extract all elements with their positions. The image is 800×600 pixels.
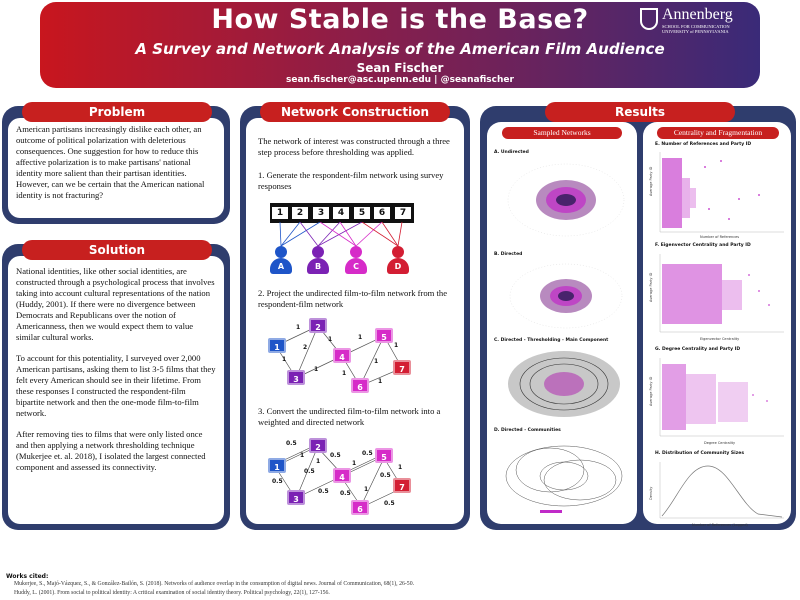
weight-label: 1: [378, 378, 383, 385]
network-step-3: 3. Convert the undirected film-to-film network into a weighted and directed network: [258, 406, 441, 427]
weight-label: 1: [314, 366, 319, 373]
film-cell-2: 2: [292, 207, 308, 219]
film-cell-4: 4: [333, 207, 349, 219]
fig-a-label: A. Undirected: [494, 150, 529, 155]
weight-label: 1: [394, 342, 399, 349]
film-cell-7: 7: [395, 207, 411, 219]
author-contact: sean.fischer@asc.upenn.edu | @seanafischer: [286, 75, 514, 85]
bipartite-edges: [270, 222, 420, 248]
dir-weight-label: 0.5: [362, 450, 373, 457]
respondent-a-label: A: [270, 258, 292, 274]
poster-subtitle: A Survey and Network Analysis of the American Film Audience: [135, 40, 665, 58]
fig-e-references-scatter: [648, 148, 788, 240]
network-step-1: 1. Generate the respondent-film network using survey responses: [258, 170, 444, 191]
dir-weight-label: 0.5: [330, 452, 341, 459]
respondent-b-head: [312, 246, 324, 258]
dir-weight-label: 0.5: [304, 468, 315, 475]
dir-film-node-3: 3: [287, 490, 305, 505]
respondent-d-label: D: [387, 258, 409, 274]
film-cell-3: 3: [313, 207, 329, 219]
respondent-b: [307, 246, 329, 274]
film-node-5: 5: [375, 328, 393, 343]
problem-heading: Problem: [22, 102, 212, 122]
film-node-3: 3: [287, 370, 305, 385]
annenberg-logo: [640, 6, 750, 38]
reference-2: Huddy, L. (2001). From social to political identity: A critical examination of social identity theory. Political psychology, 22(1), 127-156.: [14, 590, 330, 596]
dir-film-node-4: 4: [333, 468, 351, 483]
fig-e-label: E. Number of References and Party ID: [655, 142, 752, 147]
solution-paragraph-1: National identities, like other social identities, are constructed through a psychological process that involves taking into account cultural representations of the nation (Huddy, 2001). If there were no divergence between Democrats and Republicans over the notion of Americanness, then we would expect them to value similar cultural works.: [16, 266, 215, 342]
solution-paragraph-2: To account for this potentiality, I surveyed over 2,000 American partisans, asking them to list 3-5 films that they felt every American should see in their lifetime. From these responses I constructed the respondent-film bipartite network and then the one-mode film-to-film network.: [16, 353, 216, 418]
dir-weight-label: 1: [352, 460, 357, 467]
fig-c-threshold-network: [500, 346, 630, 422]
logo-subtitle: [662, 24, 750, 34]
dir-film-node-1: 1: [268, 458, 286, 473]
weight-label: 1: [374, 358, 379, 365]
dir-weight-label: 1: [316, 458, 321, 465]
network-step-2: 2. Project the undirected film-to-film network from the respondent-film network: [258, 288, 448, 309]
author-name: Sean Fischer: [356, 61, 444, 75]
dir-weight-label: 0.5: [318, 488, 329, 495]
respondent-b-label: B: [307, 258, 329, 274]
fig-d-communities-network: [500, 436, 630, 516]
fig-h-x-label: Number of References (Logged): [692, 523, 748, 527]
problem-text: American partisans increasingly dislike each other, an outcome of political polarization with deleterious consequences. One suggestion for how to reduce this affective polarization is to make partisans' national identity more salient than their partisan identities. However, can we be certain that the American national identity is not fracturing?: [16, 124, 205, 200]
fig-b-label: B. Directed: [494, 252, 523, 257]
film-strip: [270, 203, 414, 223]
film-node-7: 7: [393, 360, 411, 375]
film-cell-5: 5: [354, 207, 370, 219]
works-cited-heading: Works cited:: [6, 573, 49, 580]
fig-a-undirected-network: [500, 156, 630, 238]
weight-label: 1: [328, 336, 333, 343]
logo-name: Annenberg: [662, 6, 733, 23]
dir-weight-label: 1: [364, 486, 369, 493]
logo-sub-school: SCHOOL FOR COMMUNICATION: [662, 24, 730, 29]
dir-film-node-7: 7: [393, 478, 411, 493]
weight-label: 1: [358, 334, 363, 341]
respondent-a: [270, 246, 292, 274]
penn-shield-icon: [640, 8, 658, 30]
fig-d-label: D. Directed - Communities: [494, 428, 561, 433]
respondent-c-head: [350, 246, 362, 258]
fig-f-y-label: Average Party ID: [649, 272, 653, 302]
fig-e-x-label: Number of References: [700, 235, 740, 239]
reference-1: Mukerjee, S., Majó-Vázquez, S., & González-Bailón, S. (2018). Networks of audience overlap in the consumption of digital news. Journal of Communication, 68(1), 26-50.: [14, 581, 415, 587]
network-intro: The network of interest was constructed through a three step process before thresholding was applied.: [258, 136, 450, 157]
dir-weight-label: 0.5: [272, 478, 283, 485]
dir-film-node-5: 5: [375, 448, 393, 463]
solution-text: [16, 266, 216, 483]
weight-label: 1: [282, 356, 287, 363]
solution-paragraph-3: After removing ties to films that were only listed once and then applying a network thresholding technique (Mukerjee et. al. 2018), I isolated the largest connected component and assessed its connectivity.: [16, 429, 206, 472]
dir-film-node-2: 2: [309, 438, 327, 453]
poster-title: How Stable is the Base?: [211, 4, 589, 35]
dir-weight-label: 1: [398, 464, 403, 471]
film-cell-6: 6: [374, 207, 390, 219]
film-node-6: 6: [351, 378, 369, 393]
respondent-d: [387, 246, 409, 274]
fig-g-degree-scatter: [648, 354, 788, 446]
solution-heading: Solution: [22, 240, 212, 260]
fig-h-density-plot: [648, 458, 788, 528]
fig-b-directed-network: [500, 258, 630, 332]
dir-weight-label: 0.5: [340, 490, 351, 497]
sampled-networks-heading: Sampled Networks: [502, 127, 622, 139]
respondent-c-label: C: [345, 258, 367, 274]
poster-header: [40, 2, 760, 88]
film-cell-1: 1: [272, 207, 288, 219]
weight-label: 1: [296, 324, 301, 331]
film-node-4: 4: [333, 348, 351, 363]
centrality-heading: Centrality and Fragmentation: [657, 127, 779, 139]
dir-weight-label: 0.5: [384, 500, 395, 507]
network-heading: Network Construction: [260, 102, 450, 122]
fig-f-label: F. Eigenvector Centrality and Party ID: [655, 243, 751, 248]
fig-f-x-label: Eigenvector Centrality: [700, 337, 740, 341]
film-node-2: 2: [309, 318, 327, 333]
logo-sub-university: UNIVERSITY of PENNSYLVANIA: [662, 29, 729, 34]
weight-label: 1: [342, 370, 347, 377]
respondent-a-head: [275, 246, 287, 258]
dir-film-node-6: 6: [351, 500, 369, 515]
fig-h-y-label: Density: [649, 486, 653, 500]
respondent-c: [345, 246, 367, 274]
dir-weight-label: 1: [300, 452, 305, 459]
fig-c-label: C. Directed - Thresholding - Main Component: [494, 338, 609, 343]
respondent-d-head: [392, 246, 404, 258]
fig-e-y-label: Average Party ID: [649, 166, 653, 196]
weight-label: 2: [303, 344, 308, 351]
fig-g-y-label: Average Party ID: [649, 376, 653, 406]
film-node-1: 1: [268, 338, 286, 353]
fig-g-label: G. Degree Centrality and Party ID: [655, 347, 741, 352]
fig-g-x-label: Degree Centrality: [704, 441, 736, 445]
fig-h-label: H. Distribution of Community Sizes: [655, 451, 745, 456]
results-heading: Results: [545, 102, 735, 122]
dir-weight-label: 0.5: [380, 472, 391, 479]
fig-f-eigenvector-scatter: [648, 250, 788, 342]
dir-weight-label: 0.5: [286, 440, 297, 447]
